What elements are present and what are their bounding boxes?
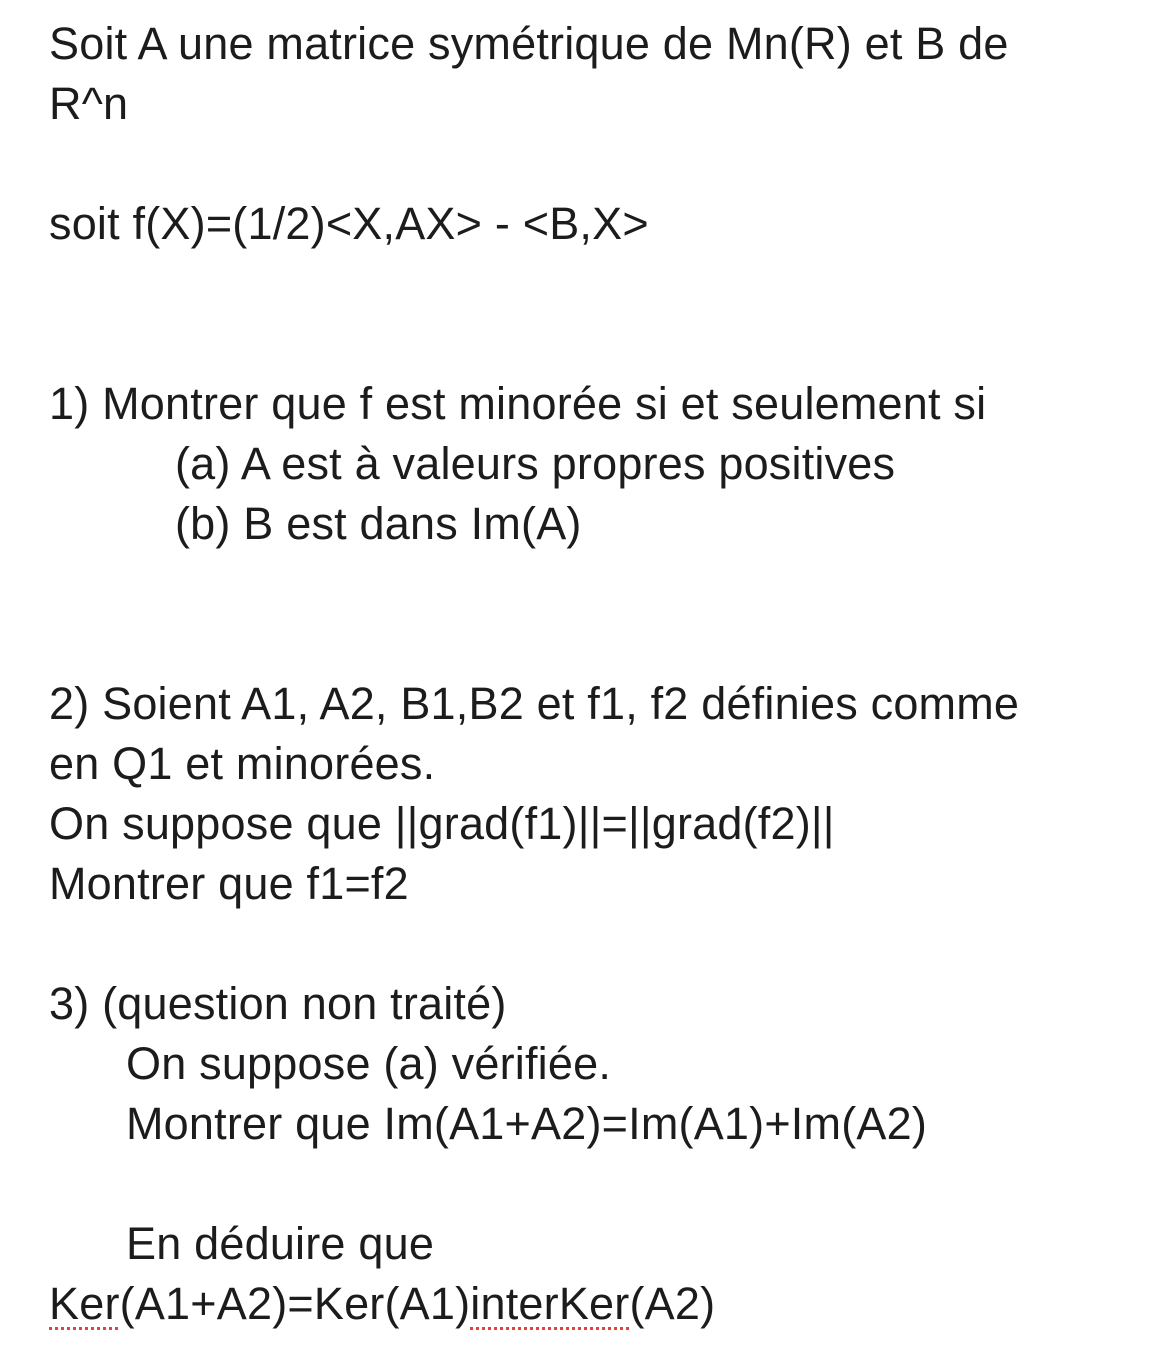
question-3-line-2: On suppose (a) vérifiée. <box>126 1038 612 1089</box>
question-1-condition-b: (b) B est dans Im(A) <box>175 498 582 549</box>
function-definition: soit f(X)=(1/2)<X,AX> - <B,X> <box>49 198 649 249</box>
question-3-line-3: Montrer que Im(A1+A2)=Im(A1)+Im(A2) <box>126 1098 928 1149</box>
question-1-condition-a: (a) A est à valeurs propres positives <box>175 438 896 489</box>
question-1-statement: 1) Montrer que f est minorée si et seulement si <box>49 378 987 429</box>
intro-line-2: R^n <box>49 78 129 129</box>
intro-line-1: Soit A une matrice symétrique de Mn(R) et B de <box>49 18 1009 69</box>
question-2-line-2: en Q1 et minorées. <box>49 738 436 789</box>
misspelled-word[interactable]: Ker <box>49 1278 120 1329</box>
misspelled-word[interactable]: interKer <box>470 1278 630 1329</box>
text-segment: (A1+A2)=Ker(A1) <box>119 1278 471 1329</box>
question-2-line-4: Montrer que f1=f2 <box>49 858 409 909</box>
question-2-line-3: On suppose que ||grad(f1)||=||grad(f2)|| <box>49 798 835 849</box>
question-3-line-5 <box>49 1274 715 1334</box>
question-3-line-1: 3) (question non traité) <box>49 978 507 1029</box>
question-3-line-4: En déduire que <box>126 1218 435 1269</box>
question-2-line-1: 2) Soient A1, A2, B1,B2 et f1, f2 définies comme <box>49 678 1020 729</box>
text-segment: (A2) <box>629 1278 716 1329</box>
